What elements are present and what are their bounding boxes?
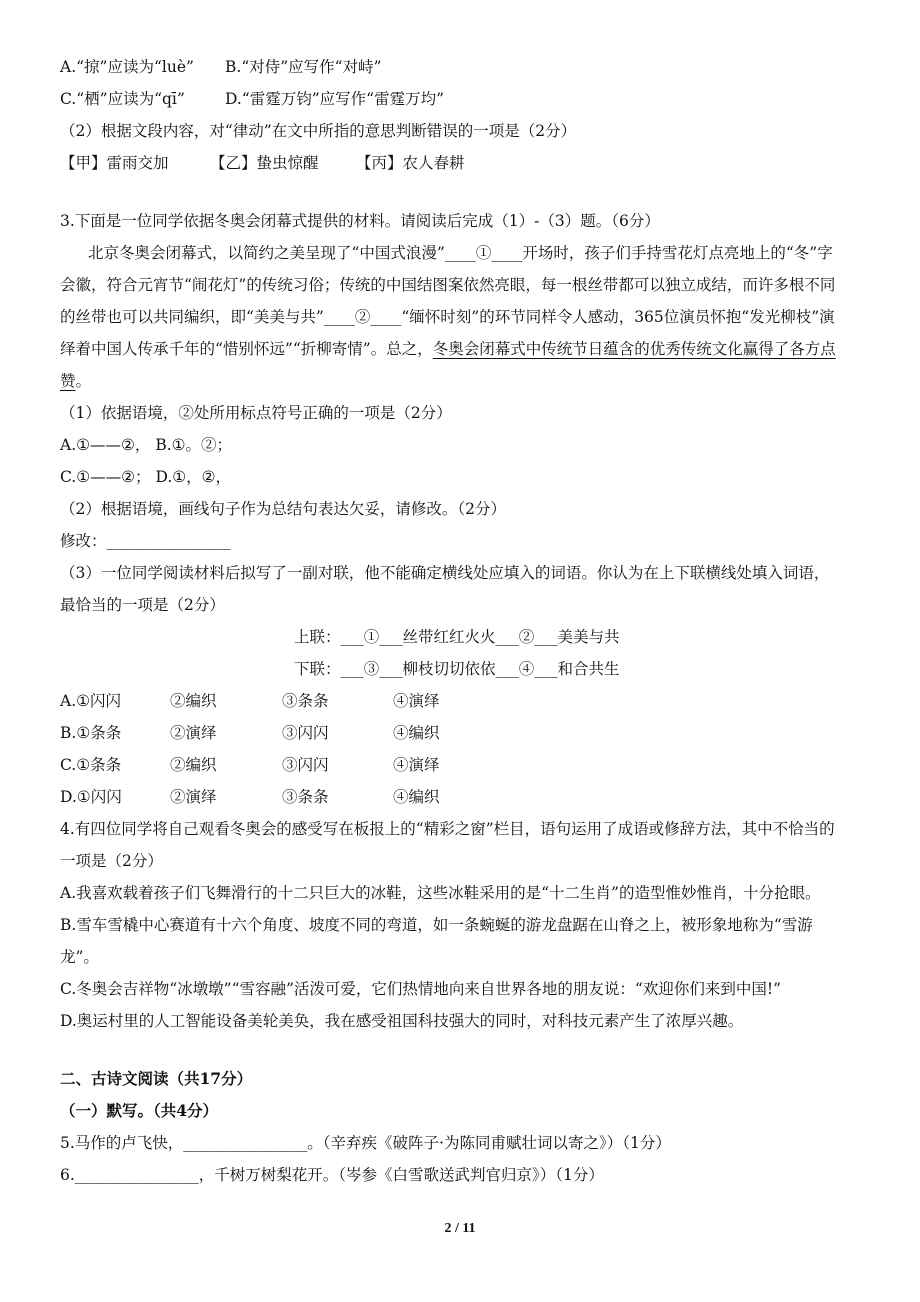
section-2-subheading: （一）默写。（共4分）	[60, 1101, 219, 1120]
section-2-heading: 二、古诗文阅读（共17分）	[60, 1069, 253, 1088]
option-label: C.①条条	[60, 756, 122, 774]
q3-period: 。	[75, 372, 92, 390]
q3-sub2-question: （2）根据语境，画线句子作为总结句表达欠妥，请修改。（2分）	[60, 500, 506, 518]
couplet-upper: 上联：___①___丝带红红火火___②___美美与共	[294, 628, 620, 646]
option-word-2: ②编织	[170, 692, 217, 710]
option-word-4: ④演绎	[393, 756, 440, 774]
q4-option-b-line-1: B.雪车雪橇中心赛道有十六个角度、坡度不同的弯道，如一条蜿蜒的游龙盘踞在山脊之上，被形象地称为“雪游	[60, 916, 813, 934]
q2-option-b: B.“对侍”应写作“对峙”	[225, 58, 382, 76]
q3-sub1-options-ab: A.①——②， B.①。②；	[60, 436, 233, 454]
couplet-lower: 下联：___③___柳枝切切依依___④___和合共生	[294, 660, 620, 678]
q2-option-c: C.“栖”应读为“qī”	[60, 90, 185, 108]
q4-option-a: A.我喜欢载着孩子们飞舞滑行的十二只巨大的冰鞋，这些冰鞋采用的是“十二生肖”的造型惟妙惟肖，十分抢眼。	[60, 884, 821, 902]
option-word-4: ④演绎	[393, 692, 440, 710]
q3-sub1-options-cd: C.①——②； D.①，②，	[60, 468, 232, 486]
q3-sub3-option-c	[60, 755, 440, 775]
q3-paragraph-line-4	[60, 339, 836, 359]
q3-sub3-option-b	[60, 723, 440, 743]
q2-option-row-cd	[60, 89, 444, 109]
option-word-3: ③条条	[282, 788, 329, 806]
q3-paragraph-line-2: 会徽，符合元宵节“闹花灯”的传统习俗；传统的中国结图案依然亮眼，每一根丝带都可以独立成结，而许多根不同	[60, 276, 836, 294]
q3-sub2-answer-line: 修改：________________	[60, 532, 231, 550]
option-word-2: ②演绎	[170, 788, 217, 806]
q3-underlined-sentence: 冬奥会闭幕式中传统节日蕴含的优秀传统文化赢得了各方点	[432, 340, 836, 358]
q4-question-line-2: 一项是（2分）	[60, 852, 163, 870]
page-number: 2 / 11	[444, 1221, 476, 1236]
q2-sub2-yi: 【乙】蛰虫惊醒	[210, 154, 319, 172]
q2-sub2-jia: 【甲】雷雨交加	[60, 154, 169, 172]
q2-option-row-ab	[60, 57, 382, 77]
q2-sub2-bing: 【丙】农人春耕	[356, 154, 465, 172]
q6-question: 6.________________，千树万树梨花开。（岑参《白雪歌送武判官归京》）（1分）	[60, 1166, 604, 1184]
q3-sub3-option-d	[60, 787, 440, 807]
q3-paragraph-line-4-plain: 绎着中国人传承千年的“惜别怀远”“折柳寄情”。总之，	[60, 340, 433, 358]
q3-sub3-option-a	[60, 691, 440, 711]
q2-sub2-items	[60, 153, 465, 173]
q3-sub1-question: （1）依据语境，②处所用标点符号正确的一项是（2分）	[60, 404, 452, 422]
option-label: A.①闪闪	[60, 692, 122, 710]
q2-option-d: D.“雷霆万钧”应写作“雷霆万均”	[225, 90, 444, 108]
q3-sub3-question-line-1: （3）一位同学阅读材料后拟写了一副对联，他不能确定横线处应填入的词语。你认为在上下联横线处填入词语，	[60, 564, 830, 582]
option-word-2: ②演绎	[170, 724, 217, 742]
option-word-3: ③条条	[282, 692, 329, 710]
q4-question-line-1: 4.有四位同学将自己观看冬奥会的感受写在板报上的“精彩之窗”栏目，语句运用了成语或修辞方法，其中不恰当的	[60, 820, 835, 838]
option-word-4: ④编织	[393, 788, 440, 806]
option-word-2: ②编织	[170, 756, 217, 774]
q3-paragraph-line-1: 北京冬奥会闭幕式，以简约之美呈现了“中国式浪漫”____①____开场时，孩子们手持雪花灯点亮地上的“冬”字	[88, 244, 833, 262]
q4-option-c: C.冬奥会吉祥物“冰墩墩”“雪容融”活泼可爱，它们热情地向来自世界各地的朋友说：“欢迎你们来到中国!”	[60, 980, 782, 998]
option-word-4: ④编织	[393, 724, 440, 742]
q2-option-a: A.“掠”应读为“luè”	[60, 58, 194, 76]
q4-option-d: D.奥运村里的人工智能设备美轮美奂，我在感受祖国科技强大的同时，对科技元素产生了浓厚兴趣。	[60, 1012, 744, 1030]
q3-sub3-question-line-2: 最恰当的一项是（2分）	[60, 596, 225, 614]
q3-paragraph-line-3: 的丝带也可以共同编织，即“美美与共”____②____“缅怀时刻”的环节同样令人感动，365位演员怀抱“发光柳枝”演	[60, 308, 835, 326]
option-word-3: ③闪闪	[282, 756, 329, 774]
q2-sub2-question: （2）根据文段内容，对“律动”在文中所指的意思判断错误的一项是（2分）	[60, 122, 577, 140]
q3-underlined-sentence-end: 赞	[60, 372, 76, 390]
option-label: D.①闪闪	[60, 788, 122, 806]
q3-paragraph-line-5	[60, 371, 91, 391]
option-word-3: ③闪闪	[282, 724, 329, 742]
option-label: B.①条条	[60, 724, 122, 742]
q3-title: 3.下面是一位同学依据冬奥会闭幕式提供的材料。请阅读后完成（1）-（3）题。（6分）	[60, 212, 660, 230]
q4-option-b-line-2: 龙”。	[60, 948, 99, 966]
q5-question: 5.马作的卢飞快，________________。（辛弃疾《破阵子·为陈同甫赋壮词以寄之》）（1分）	[60, 1134, 671, 1152]
